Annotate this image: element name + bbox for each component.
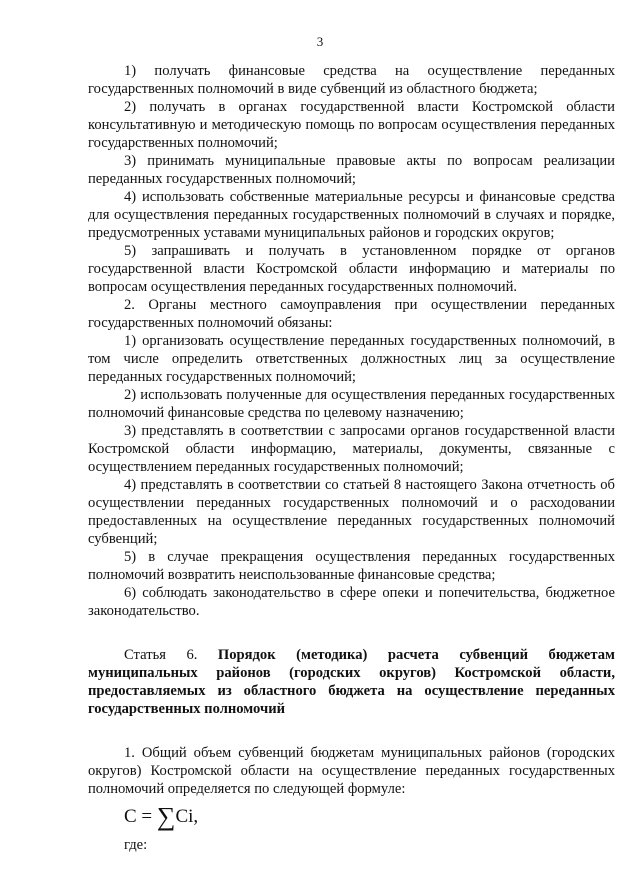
paragraph-2-2: 2) использовать полученные для осуществления переданных государственных полномочий финансовые средства по целевому назначению; <box>88 387 615 421</box>
paragraph-2-1: 1) организовать осуществление переданных государственных полномочий, в том числе определить ответственных должностных лиц за осуществление переданных государственных полномочий; <box>88 333 615 385</box>
formula-right: Сi, <box>175 806 199 827</box>
page-number: 3 <box>316 34 324 49</box>
document-body <box>88 62 615 854</box>
article-label: Статья 6. <box>124 647 198 663</box>
paragraph-1-1: 1) получать финансовые средства на осуществление переданных государственных полномочий в виде субвенций из областного бюджета; <box>88 63 615 97</box>
where-label: где: <box>124 837 148 853</box>
paragraph-1-3: 3) принимать муниципальные правовые акты по вопросам реализации переданных государственных полномочий; <box>88 153 615 187</box>
paragraph-1-4: 4) использовать собственные материальные ресурсы и финансовые средства для осуществления переданных государственных полномочий в случаях и порядке, предусмотренных уставами муниципальных районов и городских округов; <box>88 189 615 241</box>
sum-symbol: ∑ <box>156 802 176 831</box>
paragraph-1-2: 2) получать в органах государственной власти Костромской области консультативную и методическую помощь по вопросам осуществления переданных государственных полномочий; <box>88 99 615 151</box>
paragraph-2-intro: 2. Органы местного самоуправления при осуществлении переданных государственных полномочий обязаны: <box>88 297 615 331</box>
formula <box>124 804 615 830</box>
paragraph-2-6: 6) соблюдать законодательство в сфере опеки и попечительства, бюджетное законодательство. <box>88 585 615 619</box>
paragraph-2-4: 4) представлять в соответствии со статьей 8 настоящего Закона отчетность об осуществлении переданных государственных полномочий и о расходовании предоставленных на осуществление переданных государственных полномочий субвенций; <box>88 477 615 547</box>
paragraph-2-3: 3) представлять в соответствии с запросами органов государственной власти Костромской области информацию, материалы, документы, связанные с осуществлением переданных государственных полномочий; <box>88 423 615 475</box>
article-title: Порядок (методика) расчета субвенций бюджетам муниципальных районов (городских округов) Костромской области, предоставляемых из областного бюджета на осуществление переданных государственных полномочий <box>88 647 615 717</box>
paragraph-2-5: 5) в случае прекращения осуществления переданных государственных полномочий возвратить неиспользованные финансовые средства; <box>88 549 615 583</box>
paragraph-1-5: 5) запрашивать и получать в установленном порядке от органов государственной власти Костромской области информацию и материалы по вопросам осуществления переданных государственных полномочий. <box>88 243 615 295</box>
formula-left: С = <box>124 806 157 827</box>
article-heading <box>88 646 615 718</box>
article-paragraph-1: 1. Общий объем субвенций бюджетам муниципальных районов (городских округов) Костромской области на осуществление переданных государственных полномочий определяется по следующей формуле: <box>88 745 615 797</box>
